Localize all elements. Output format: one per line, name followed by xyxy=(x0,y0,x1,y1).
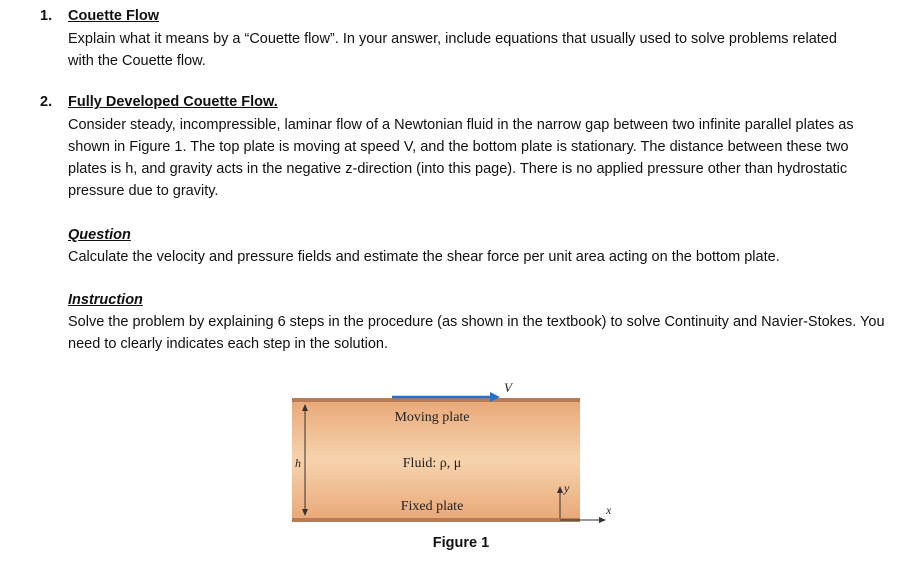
question-2-body: Consider steady, incompressible, laminar flow of a Newtonian fluid in the narrow gap between two infinite parallel plates as shown in Figure 1. The top plate is moving at speed V, and the bottom plate is stationary. The distance between these two plates is h, and gravity acts in the negative z-direction (into this page). There is no applied pressure other than hydrostatic pressure due to gravity. xyxy=(68,117,854,199)
gap-label: h xyxy=(295,456,301,470)
question-1-number: 1. xyxy=(40,8,53,24)
instruction-heading: Instruction xyxy=(68,292,143,308)
fixed-plate xyxy=(292,518,580,522)
question-2-title: Fully Developed Couette Flow. xyxy=(68,94,278,110)
moving-plate-label: Moving plate xyxy=(394,410,470,425)
couette-flow-figure xyxy=(270,378,650,530)
question-1-title: Couette Flow xyxy=(68,8,160,24)
velocity-label: V xyxy=(504,380,512,395)
question-2-number: 2. xyxy=(40,94,53,110)
moving-plate xyxy=(292,398,580,402)
x-axis-label: x xyxy=(606,503,612,517)
question-1-body: Explain what it means by a “Couette flow”. In your answer, include equations that usually used to solve problems related with the Couette flow. xyxy=(68,31,837,69)
question-heading: Question xyxy=(68,227,131,243)
fixed-plate-label: Fixed plate xyxy=(400,499,464,514)
fluid-label: Fluid: ρ, μ xyxy=(402,456,462,471)
figure-caption: Figure 1 xyxy=(432,535,490,551)
y-axis-label: y xyxy=(564,481,570,495)
x-axis-arrowhead xyxy=(599,517,606,523)
instruction-text: Solve the problem by explaining 6 steps in the procedure (as shown in the textbook) to solve Continuity and Navier-Stokes. You need to clearly indicates each step in the solution. xyxy=(68,314,885,352)
question-text: Calculate the velocity and pressure fields and estimate the shear force per unit area acting on the bottom plate. xyxy=(68,249,780,265)
